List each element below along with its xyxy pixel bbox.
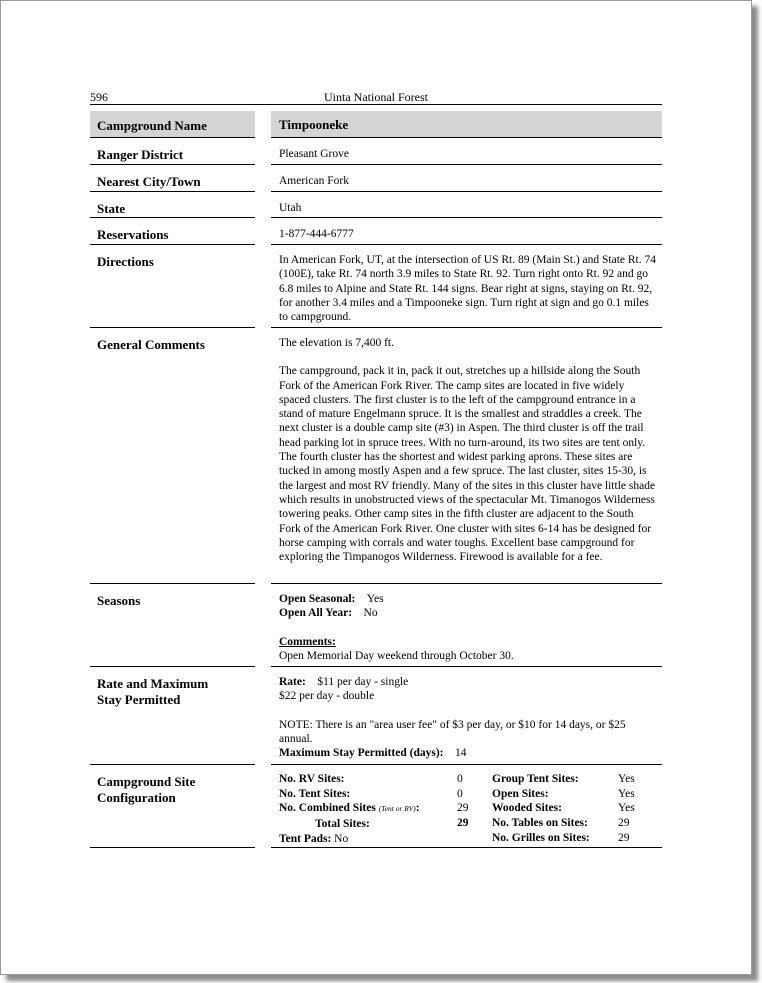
wooded-sites-value: Yes — [618, 802, 635, 815]
seasons-comments-label: Comments: — [279, 635, 336, 648]
campground-name-value-cell — [271, 111, 662, 137]
rate-single: $11 per day - single — [317, 676, 409, 688]
directions-label-cell — [90, 254, 255, 270]
row-divider — [90, 847, 255, 848]
row-divider — [90, 583, 255, 584]
general-comments-value-cell — [271, 336, 662, 564]
seasons-comments: Open Memorial Day weekend through October 30. — [279, 649, 514, 662]
open-seasonal-value: Yes — [366, 593, 384, 605]
row-divider — [90, 666, 255, 667]
configuration-label-cell — [90, 774, 255, 806]
group-tent-value: Yes — [618, 773, 635, 785]
config-right-values — [618, 772, 635, 846]
ranger-district-label: Ranger District — [97, 147, 184, 162]
ranger-district-label-cell — [90, 147, 255, 163]
rate-label-line2: Stay Permitted — [97, 692, 181, 707]
tent-sites-label: No. Tent Sites: — [279, 787, 351, 800]
open-sites-label: Open Sites: — [492, 787, 549, 800]
tables-label: No. Tables on Sites: — [492, 817, 588, 830]
combined-sites-label: No. Combined Sites — [279, 802, 376, 815]
row-divider — [90, 164, 255, 165]
max-stay-label: Maximum Stay Permitted (days): — [279, 747, 444, 760]
rate-value-cell — [271, 675, 662, 760]
grilles-value: 29 — [618, 831, 630, 844]
tent-pads-label: Tent Pads: — [279, 832, 332, 845]
row-divider — [271, 217, 662, 218]
state-value-cell — [271, 201, 662, 215]
seasons-label-cell — [90, 593, 255, 609]
nearest-city-value-cell — [271, 174, 662, 188]
row-divider — [271, 191, 662, 192]
grilles-label: No. Grilles on Sites: — [492, 831, 590, 844]
open-sites-value: Yes — [618, 787, 635, 800]
rv-sites-label: No. RV Sites: — [279, 773, 345, 785]
general-comments-label: General Comments — [97, 337, 205, 352]
rv-sites-value: 0 — [457, 773, 463, 785]
group-tent-label: Group Tent Sites: — [492, 773, 579, 785]
campground-name-label-cell — [90, 111, 255, 137]
nearest-city-label-cell — [90, 174, 255, 190]
row-divider — [271, 327, 662, 328]
open-seasonal-label: Open Seasonal: — [279, 593, 356, 605]
row-divider — [271, 666, 662, 667]
row-divider — [90, 244, 255, 245]
directions-value-cell — [271, 253, 662, 324]
rate-label-cell — [90, 676, 255, 708]
max-stay-value: 14 — [454, 747, 467, 760]
reservations-label: Reservations — [97, 227, 169, 242]
row-divider — [90, 191, 255, 192]
general-comments-text: The campground, pack it in, pack it out, stretches up a hillside along the South Fork of the American Fork River. The camp sites are located in five widely spaced clusters. The first cluster is to the left of the campground entrance in a stand of mature Engelmann spruce. It is the smallest and straddles a creek. The next cluster is a double camp site (#3) in Aspen. The third cluster is off the trail head parking lot in spruce trees. With no turn-around, its two sites are tent only. The fourth cluster has the shortest and widest parking aprons. These sites are tucked in among mostly Aspen and a few spruce. The last cluster, sites 15-30, is the largest and most RV friendly. Many of the sites in this cluster have little shade which results in unobstructed views of the spectacular Mt. Timanogos Wilderness towering peaks. Other camp sites in the fifth cluster are adjacent to the South Fork of the American Fork River. One cluster with sites 6-14 has be designed for horse camping with corrals and water toughs. Excellent base campground for exploring the Timpanogos Wilderness. Firewood is available for a fee. — [279, 365, 656, 564]
reservations-value-cell — [271, 227, 662, 241]
tables-value: 29 — [618, 817, 630, 830]
rate-double: $22 per day - double — [279, 690, 375, 703]
directions-label: Directions — [97, 254, 154, 269]
seasons-label: Seasons — [97, 593, 141, 608]
row-divider — [90, 137, 255, 138]
reservations-label-cell — [90, 227, 255, 243]
row-divider — [90, 764, 255, 765]
general-comments-label-cell — [90, 337, 255, 353]
state-label: State — [97, 201, 126, 216]
wooded-sites-label: Wooded Sites: — [492, 802, 562, 815]
configuration-label-line1: Campground Site — [97, 774, 196, 789]
campground-name-value: Timpooneke — [279, 117, 349, 132]
tent-sites-value: 0 — [457, 787, 463, 800]
header-rule — [90, 104, 662, 105]
page-header-title: Uinta National Forest — [324, 90, 428, 104]
config-left-labels — [279, 772, 420, 847]
nearest-city-label: Nearest City/Town — [97, 174, 201, 189]
total-sites-label: Total Sites: — [315, 818, 370, 831]
state-label-cell — [90, 201, 255, 217]
row-divider — [271, 244, 662, 245]
row-divider — [90, 327, 255, 328]
row-divider — [90, 217, 255, 218]
ranger-district-value-cell — [271, 147, 662, 161]
row-divider — [271, 764, 662, 765]
rate-label: Rate: — [279, 676, 306, 688]
seasons-value-cell — [271, 592, 662, 663]
ranger-district-value: Pleasant Grove — [279, 148, 349, 160]
config-left-values — [457, 772, 469, 831]
combined-sites-note: (Tent or RV) — [378, 804, 416, 814]
config-right-labels — [492, 772, 590, 846]
tent-pads-value: No — [334, 832, 349, 845]
total-sites-value: 29 — [457, 817, 469, 830]
rate-note: NOTE: There is an "area user fee" of $3 per day, or $10 for 14 days, or $25 annual. — [279, 718, 626, 745]
rate-label-line1: Rate and Maximum — [97, 676, 209, 691]
row-divider — [271, 583, 662, 584]
page-number: 596 — [90, 90, 108, 104]
reservations-value: 1-877-444-6777 — [279, 228, 354, 240]
nearest-city-value: American Fork — [279, 175, 349, 187]
directions-value: In American Fork, UT, at the intersection of US Rt. 89 (Main St.) and State Rt. 74 (100E), take Rt. 74 north 3.9 miles to State Rt. 92. Turn right onto Rt. 92 and go 6.8 miles to Alpine and State Rt. 144 signs. Bear right at signs, staying on Rt. 92, for another 3.4 miles and a Timpooneke sign. Turn right at sign and go 0.1 miles to campground. — [279, 254, 656, 324]
open-all-year-value: No — [363, 607, 378, 620]
row-divider — [271, 137, 662, 138]
combined-sites-colon: : — [415, 802, 420, 815]
combined-sites-value: 29 — [457, 802, 469, 815]
state-value: Utah — [279, 202, 302, 214]
elevation-text: The elevation is 7,400 ft. — [279, 337, 394, 349]
configuration-label-line2: Configuration — [97, 790, 176, 805]
campground-name-label: Campground Name — [97, 118, 207, 133]
row-divider — [271, 847, 662, 848]
open-all-year-label: Open All Year: — [279, 607, 353, 620]
row-divider — [271, 164, 662, 165]
